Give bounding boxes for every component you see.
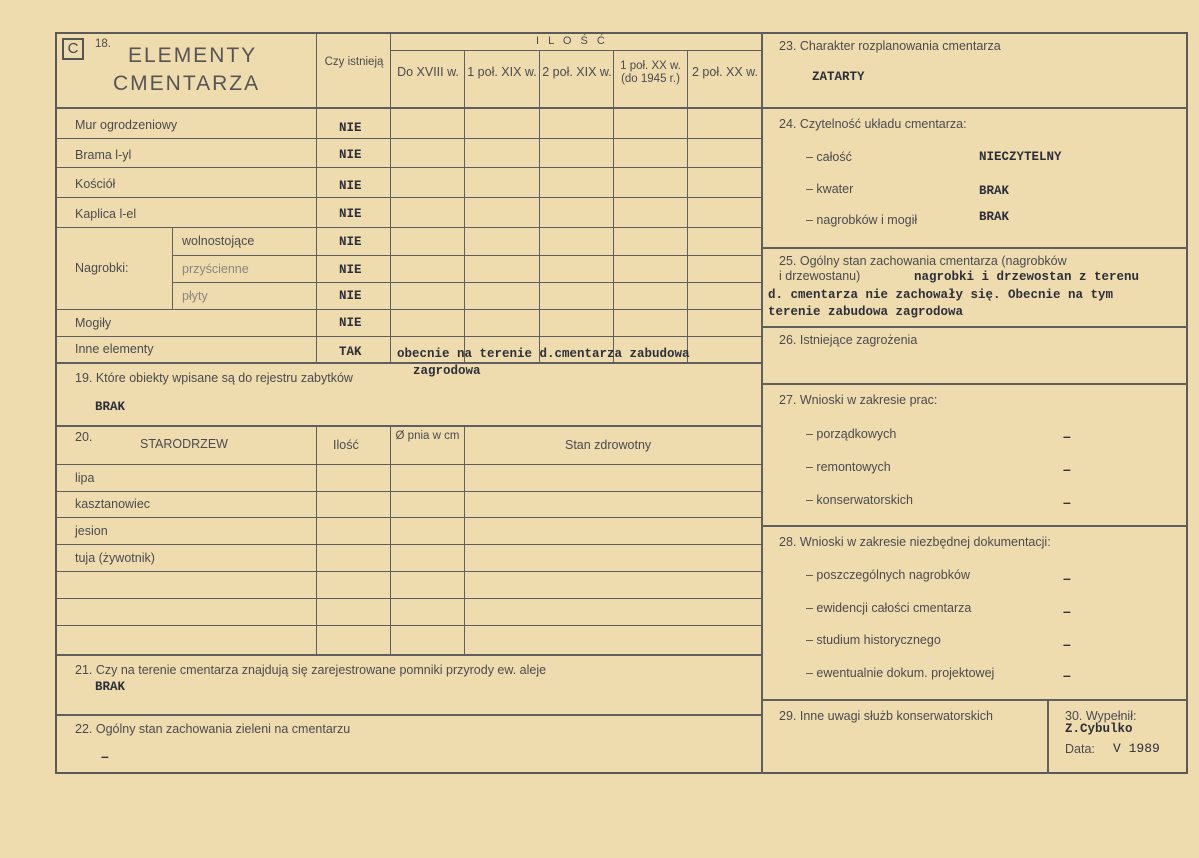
row-value-przyscienne: NIE	[339, 263, 362, 277]
s28-label: 28. Wnioski w zakresie niezbędnej dokumentacji:	[779, 535, 1051, 549]
grid-line	[316, 425, 317, 655]
column-divider	[761, 32, 763, 774]
s28-item-label: – studium historycznego	[806, 633, 941, 647]
s19-value: BRAK	[95, 400, 126, 414]
tree-row: jesion	[75, 524, 108, 538]
s25-value-line-3: terenie zabudowa zagrodowa	[768, 305, 964, 319]
row-line	[172, 282, 761, 283]
row-line	[57, 598, 761, 599]
row-label-mur: Mur ogrodzeniowy	[75, 118, 178, 132]
s20-col-pnia: Ø pnia w cm	[395, 430, 460, 442]
s30-name: Z.Cybulko	[1065, 722, 1133, 736]
s20-title: STARODRZEW	[140, 437, 228, 451]
s28-item-label: – poszczególnych nagrobków	[806, 568, 970, 582]
row-label-mogily: Mogiły	[75, 316, 112, 330]
s28-item-label: – ewidencji całości cmentarza	[806, 601, 972, 615]
s24-label: 24. Czytelność układu cmentarza:	[779, 117, 967, 131]
s24-item-label: – nagrobków i mogił	[806, 213, 918, 227]
s28-item-value: –	[1063, 603, 1071, 619]
grid-line	[539, 50, 540, 362]
section-line	[763, 107, 1188, 109]
row-label-kaplica: Kaplica l-el	[75, 207, 137, 221]
s28-item-label: – ewentualnie dokum. projektowej	[806, 666, 995, 680]
s21-value: BRAK	[95, 680, 126, 694]
s24-item-value: BRAK	[979, 184, 1010, 198]
row-value-mogily: NIE	[339, 316, 362, 330]
grid-line	[464, 425, 465, 655]
s24-item-label: – całość	[806, 150, 852, 164]
period-col-3: 2 poł. XIX w.	[542, 65, 612, 79]
row-line	[57, 625, 761, 626]
s20-col-stan: Stan zdrowotny	[565, 438, 652, 452]
s22-value: –	[101, 748, 109, 764]
inne-note-line-1: obecnie na terenie d.cmentarza zabudowa	[397, 347, 690, 361]
period-col-4: 1 poł. XX w. (do 1945 r.)	[620, 60, 681, 85]
row-label-brama: Brama l-yl	[75, 148, 132, 162]
grid-line	[172, 227, 173, 309]
ilosc-divider	[390, 50, 761, 51]
s30-date-label: Data:	[1065, 742, 1095, 756]
s25-value-line-1: nagrobki i drzewostan z terenu	[914, 270, 1140, 284]
section-line	[763, 383, 1188, 385]
row-value-plyty: NIE	[339, 289, 362, 303]
row-line	[57, 138, 761, 139]
row-value-brama: NIE	[339, 148, 362, 162]
s27-item-label: – remontowych	[806, 460, 891, 474]
row-line	[57, 571, 761, 572]
s28-item-value: –	[1063, 570, 1071, 586]
row-line	[57, 227, 761, 228]
period-col-2: 1 poł. XIX w.	[467, 65, 537, 79]
section-line	[763, 699, 1188, 701]
row-value-inne: TAK	[339, 345, 362, 359]
section-line	[57, 714, 761, 716]
row-line	[57, 544, 761, 545]
s27-label: 27. Wnioski w zakresie prac:	[779, 393, 938, 407]
section-box: C	[62, 38, 84, 60]
grid-line	[464, 50, 465, 362]
row-line	[57, 336, 761, 337]
row-value-kosciol: NIE	[339, 179, 362, 193]
row-label-kosciol: Kościół	[75, 177, 116, 191]
grid-line	[613, 50, 614, 362]
s28-item-value: –	[1063, 636, 1071, 652]
s20-number: 20.	[75, 430, 93, 444]
row-line	[57, 197, 761, 198]
s27-item-label: – konserwatorskich	[806, 493, 913, 507]
s30-date-value: V 1989	[1113, 741, 1160, 756]
s25-value-line-2: d. cmentarza nie zachowały się. Obecnie na tym	[768, 288, 1114, 302]
s20-col-ilosc: Ilość	[333, 438, 359, 452]
section-line	[763, 247, 1188, 249]
s25-label-line-1: 25. Ogólny stan zachowania cmentarza (nagrobków	[779, 254, 1067, 268]
header-ilosc: I L O Ś Ć	[536, 35, 608, 47]
row-line	[57, 167, 761, 168]
row-label-inne: Inne elementy	[75, 342, 154, 356]
row-label-przyscienne: przyścienne	[182, 262, 249, 276]
title-line-1: ELEMENTY	[128, 44, 258, 67]
row-line	[57, 362, 761, 364]
title-line-2: CMENTARZA	[113, 72, 261, 95]
row-line	[57, 517, 761, 518]
s29-label: 29. Inne uwagi służb konserwatorskich	[779, 709, 994, 723]
s23-label: 23. Charakter rozplanowania cmentarza	[779, 39, 1001, 53]
tree-row: tuja (żywotnik)	[75, 551, 155, 565]
section-line	[57, 425, 761, 427]
row-value-mur: NIE	[339, 121, 362, 135]
section-number-18: 18.	[95, 38, 111, 50]
s27-item-value: –	[1063, 428, 1071, 444]
s22-label: 22. Ogólny stan zachowania zieleni na cmentarzu	[75, 722, 351, 736]
period-col-5: 2 poł. XX w.	[691, 65, 758, 79]
row-line	[57, 491, 761, 492]
row-value-wolnostojace: NIE	[339, 235, 362, 249]
section-line	[763, 326, 1188, 328]
grid-line	[1047, 699, 1049, 774]
row-line	[172, 255, 761, 256]
nagrobki-label: Nagrobki:	[75, 261, 129, 275]
s24-item-label: – kwater	[806, 182, 854, 196]
row-line	[57, 309, 761, 310]
s30-label: 30. Wypełnił:	[1065, 709, 1137, 723]
row-line	[57, 464, 761, 465]
grid-line	[687, 50, 688, 362]
s27-item-label: – porządkowych	[806, 427, 897, 441]
s28-item-value: –	[1063, 667, 1071, 683]
s24-item-value: BRAK	[979, 210, 1010, 224]
section-line	[763, 525, 1188, 527]
grid-line	[390, 425, 391, 655]
header-czy-istnieja: Czy istnieją	[324, 56, 384, 68]
s27-item-value: –	[1063, 461, 1071, 477]
section-line	[57, 654, 761, 656]
s26-label: 26. Istniejące zagrożenia	[779, 333, 918, 347]
row-label-wolnostojace: wolnostojące	[182, 234, 255, 248]
s23-value: ZATARTY	[812, 70, 865, 84]
tree-row: lipa	[75, 471, 95, 485]
s19-label: 19. Które obiekty wpisane są do rejestru zabytków	[75, 371, 353, 385]
row-label-plyty: płyty	[182, 289, 208, 303]
period-col-1: Do XVIII w.	[397, 65, 459, 79]
row-value-kaplica: NIE	[339, 207, 362, 221]
s25-label-line-2: i drzewostanu)	[779, 269, 861, 283]
inne-note-line-2: zagrodowa	[413, 364, 481, 378]
header-divider	[57, 107, 761, 109]
s27-item-value: –	[1063, 494, 1071, 510]
s21-label: 21. Czy na terenie cmentarza znajdują się zarejestrowane pomniki przyrody ew. aleje	[75, 663, 547, 677]
s24-item-value: NIECZYTELNY	[979, 150, 1062, 164]
tree-row: kasztanowiec	[75, 497, 151, 511]
